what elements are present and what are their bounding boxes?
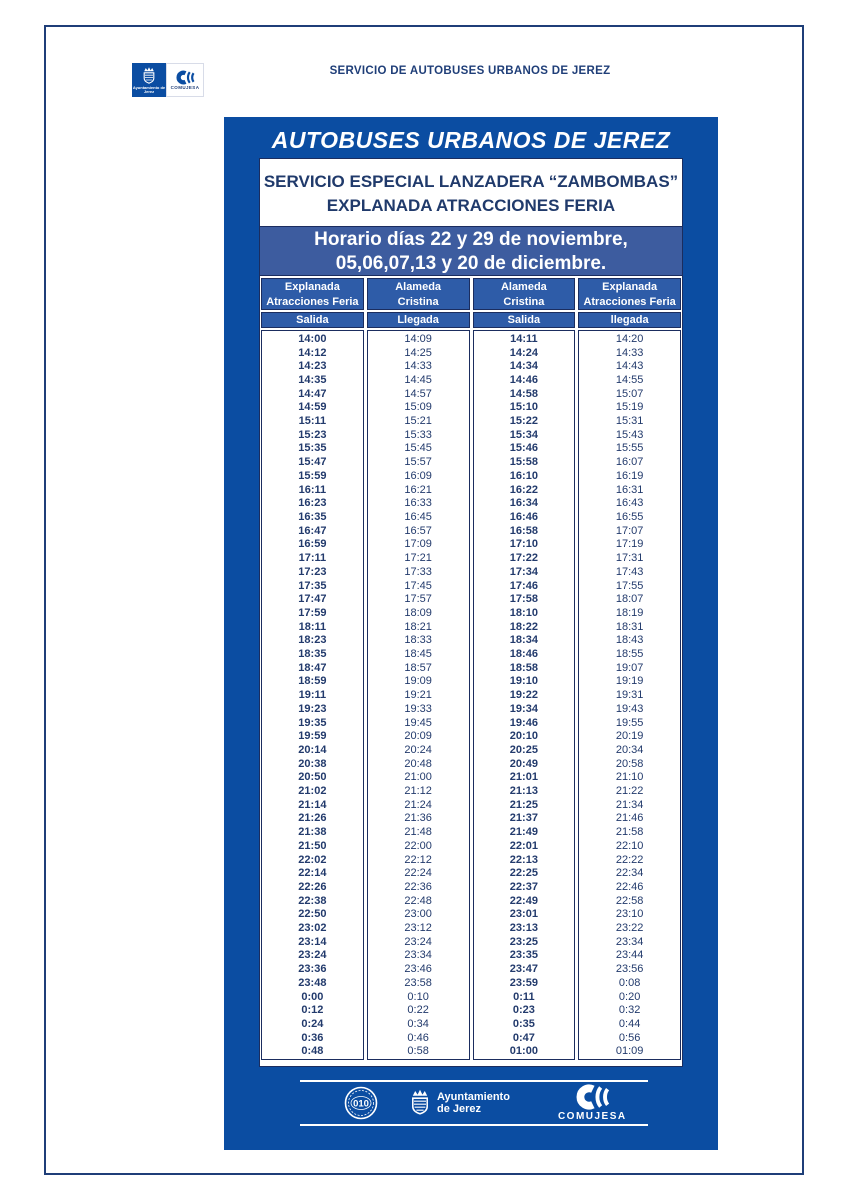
- time-cell: 22:46: [615, 880, 644, 893]
- time-cell: 19:09: [404, 675, 432, 688]
- time-cell: 23:13: [509, 922, 538, 935]
- time-cell: 0:08: [618, 976, 641, 989]
- time-cell: 17:22: [509, 552, 538, 565]
- time-cell: 23:58: [404, 976, 432, 989]
- document-frame: [44, 25, 804, 1175]
- time-cell: 0:24: [301, 1018, 324, 1030]
- time-cell: 21:14: [298, 798, 327, 811]
- schedule-dates-banner: [260, 226, 682, 276]
- time-cell: 19:59: [298, 730, 327, 743]
- time-cell: 18:35: [298, 648, 327, 661]
- footer-logo-strip: [300, 1080, 648, 1126]
- timetable: [260, 278, 682, 1060]
- time-cell: 19:11: [298, 689, 327, 702]
- time-cell: 0:46: [407, 1031, 429, 1044]
- time-cell: 23:36: [298, 963, 327, 976]
- time-cell: 0:00: [301, 990, 324, 1003]
- time-cell: 16:33: [404, 497, 432, 510]
- time-cell: 15:43: [615, 428, 644, 441]
- time-cell: 16:34: [509, 497, 538, 510]
- time-cell: 14:09: [404, 332, 432, 345]
- time-cell: 21:01: [509, 771, 538, 784]
- time-cell: 18:58: [509, 661, 538, 674]
- time-cell: 20:14: [298, 743, 327, 756]
- time-cell: 15:34: [509, 428, 538, 441]
- svg-text:010: 010: [353, 1098, 369, 1110]
- time-cell: 18:46: [509, 648, 538, 661]
- time-cell: 21:46: [615, 812, 644, 825]
- time-cell: 14:47: [298, 387, 327, 400]
- time-cell: 17:59: [298, 606, 327, 619]
- service-title-line1: SERVICIO ESPECIAL LANZADERA “ZAMBOMBAS”: [263, 172, 679, 191]
- time-cell: 19:19: [615, 675, 644, 688]
- time-cell: 14:00: [298, 332, 327, 345]
- time-cell: 21:36: [404, 812, 432, 825]
- time-cell: 15:11: [298, 415, 327, 428]
- column-header-alameda-salida: Alameda Cristina: [473, 278, 576, 310]
- time-cell: 22:50: [298, 908, 327, 921]
- time-cell: 0:35: [512, 1018, 535, 1030]
- ayuntamiento-footer-logo: [408, 1088, 510, 1118]
- time-cell: 14:23: [298, 360, 327, 373]
- time-cell: 15:21: [404, 415, 432, 428]
- time-cell: 14:57: [404, 387, 432, 400]
- time-cell: 21:00: [404, 771, 432, 784]
- time-cell: 19:10: [509, 675, 538, 688]
- time-cell: 18:07: [615, 593, 644, 606]
- time-cell: 14:46: [509, 373, 538, 386]
- time-cell: 17:58: [509, 593, 538, 606]
- time-cell: 16:10: [509, 469, 538, 482]
- time-cell: 23:24: [404, 935, 432, 948]
- time-cell: 21:37: [509, 812, 538, 825]
- service-title-line2: EXPLANADA ATRACCIONES FERIA: [326, 196, 616, 215]
- time-cell: 23:44: [615, 949, 644, 962]
- time-cell: 01:09: [615, 1045, 644, 1058]
- time-cell: 16:09: [404, 469, 432, 482]
- time-cell: 15:19: [615, 401, 644, 414]
- time-cell: 22:13: [509, 853, 538, 866]
- time-cell: 21:22: [615, 785, 644, 798]
- comujesa-footer-logo: [558, 1084, 627, 1122]
- time-cell: 16:58: [509, 524, 538, 537]
- time-cell: 17:31: [615, 552, 644, 565]
- time-cell: 22:49: [509, 894, 538, 907]
- time-cell: 19:21: [404, 689, 432, 702]
- time-cell: 20:10: [509, 730, 538, 743]
- time-cell: 18:19: [615, 606, 644, 619]
- time-cell: 15:55: [615, 442, 644, 455]
- dates-line1: Horario días 22 y 29 de noviembre,: [314, 229, 628, 250]
- time-cell: 14:20: [615, 332, 644, 345]
- time-cell: 23:12: [404, 922, 432, 935]
- time-cell: 15:57: [404, 456, 432, 469]
- time-cell: 14:25: [404, 346, 432, 359]
- time-cell: 19:46: [509, 716, 538, 729]
- time-cell: 21:49: [509, 826, 538, 839]
- time-cell: 15:58: [509, 456, 538, 469]
- ayuntamiento-footer-label: Ayuntamiento de Jerez: [437, 1091, 510, 1115]
- time-cell: 22:58: [615, 894, 644, 907]
- timetable-column: [473, 330, 576, 1060]
- time-cell: 22:34: [615, 867, 644, 880]
- time-cell: 15:45: [404, 442, 432, 455]
- time-cell: 0:44: [618, 1018, 641, 1030]
- time-cell: 23:59: [509, 976, 538, 989]
- time-cell: 23:00: [404, 908, 432, 921]
- time-cell: 16:19: [615, 469, 644, 482]
- time-cell: 23:10: [615, 908, 644, 921]
- time-cell: 0:48: [301, 1045, 324, 1058]
- time-cell: 23:01: [509, 908, 538, 921]
- time-cell: 17:45: [404, 579, 432, 592]
- time-cell: 16:23: [298, 497, 327, 510]
- schedule-card: [259, 158, 683, 1067]
- subheader-llegada-2: llegada: [578, 312, 681, 328]
- time-cell: 0:32: [618, 1004, 641, 1017]
- city-crest-icon: [408, 1088, 432, 1118]
- time-cell: 19:22: [509, 689, 538, 702]
- comujesa-footer-label: COMUJESA: [557, 1111, 627, 1122]
- time-cell: 16:11: [298, 483, 327, 496]
- time-cell: 0:11: [513, 990, 535, 1003]
- time-cell: 14:33: [404, 360, 432, 373]
- time-cell: 21:24: [404, 798, 432, 811]
- time-cell: 0:22: [407, 1004, 429, 1017]
- time-cell: 17:07: [615, 524, 644, 537]
- time-cell: 17:46: [509, 579, 538, 592]
- time-cell: 17:33: [404, 565, 432, 578]
- time-cell: 23:47: [509, 963, 538, 976]
- time-cell: 22:26: [298, 880, 327, 893]
- time-cell: 20:49: [509, 757, 538, 770]
- time-cell: 18:09: [404, 606, 432, 619]
- time-cell: 0:12: [301, 1004, 324, 1017]
- time-cell: 15:47: [298, 456, 327, 469]
- time-cell: 15:09: [404, 401, 432, 414]
- time-cell: 15:10: [509, 401, 538, 414]
- time-cell: 19:07: [615, 661, 644, 674]
- time-cell: 0:10: [407, 990, 429, 1003]
- time-cell: 14:45: [404, 373, 432, 386]
- time-cell: 17:35: [298, 579, 327, 592]
- time-cell: 19:31: [615, 689, 644, 702]
- time-cell: 0:23: [512, 1004, 535, 1017]
- time-cell: 17:10: [509, 538, 538, 551]
- time-cell: 16:43: [615, 497, 644, 510]
- time-cell: 23:35: [509, 949, 538, 962]
- time-cell: 23:22: [615, 922, 644, 935]
- time-cell: 16:57: [404, 524, 432, 537]
- time-cell: 14:35: [298, 373, 327, 386]
- time-cell: 18:34: [509, 634, 538, 647]
- time-cell: 14:43: [615, 360, 644, 373]
- time-cell: 20:38: [298, 757, 327, 770]
- time-cell: 20:34: [615, 743, 644, 756]
- time-cell: 14:34: [509, 360, 538, 373]
- time-cell: 16:45: [404, 510, 432, 523]
- time-cell: 22:14: [298, 867, 327, 880]
- comujesa-mini-label: COMUJESA: [170, 85, 200, 90]
- time-cell: 23:14: [298, 935, 327, 948]
- time-cell: 21:34: [615, 798, 644, 811]
- time-cell: 20:09: [404, 730, 432, 743]
- time-cell: 19:33: [404, 702, 432, 715]
- time-cell: 18:45: [404, 648, 432, 661]
- time-cell: 16:47: [298, 524, 327, 537]
- time-cell: 22:12: [404, 853, 432, 866]
- time-cell: 19:35: [298, 716, 327, 729]
- time-cell: 19:23: [298, 702, 327, 715]
- time-cell: 21:12: [404, 785, 432, 798]
- time-cell: 17:55: [615, 579, 644, 592]
- time-cell: 15:23: [298, 428, 327, 441]
- time-cell: 19:55: [615, 716, 644, 729]
- time-cell: 18:31: [615, 620, 644, 633]
- time-cell: 17:34: [509, 565, 538, 578]
- time-cell: 22:36: [404, 880, 432, 893]
- time-cell: 20:48: [404, 757, 432, 770]
- time-cell: 19:43: [615, 702, 644, 715]
- time-cell: 20:50: [298, 771, 327, 784]
- time-cell: 18:59: [298, 675, 327, 688]
- time-cell: 23:34: [615, 935, 644, 948]
- time-cell: 22:10: [615, 839, 644, 852]
- timetable-column: [261, 330, 364, 1060]
- timetable-column: [367, 330, 470, 1060]
- time-cell: 22:48: [404, 894, 432, 907]
- time-cell: 15:59: [298, 469, 327, 482]
- time-cell: 19:45: [404, 716, 432, 729]
- time-cell: 20:19: [615, 730, 644, 743]
- time-cell: 17:47: [298, 593, 327, 606]
- ayuntamiento-mini-label: Ayuntamiento de Jerez: [132, 85, 166, 94]
- time-cell: 14:58: [509, 387, 538, 400]
- time-cell: 14:33: [615, 346, 644, 359]
- time-cell: 20:58: [615, 757, 644, 770]
- time-cell: 15:07: [615, 387, 644, 400]
- time-cell: 18:47: [298, 661, 327, 674]
- time-cell: 20:24: [404, 743, 432, 756]
- 010-phone-badge-icon: [344, 1086, 378, 1120]
- service-title: [260, 159, 682, 218]
- time-cell: 21:13: [509, 785, 538, 798]
- time-cell: 23:02: [298, 922, 327, 935]
- subheader-llegada-1: Llegada: [367, 312, 470, 328]
- comujesa-chevrons-icon: [569, 1084, 615, 1110]
- time-cell: 15:46: [509, 442, 538, 455]
- time-cell: 17:43: [615, 565, 644, 578]
- timetable-column: [578, 330, 681, 1060]
- time-cell: 23:56: [615, 963, 644, 976]
- time-cell: 16:35: [298, 510, 327, 523]
- time-cell: 01:00: [509, 1045, 538, 1058]
- time-cell: 0:58: [407, 1045, 429, 1058]
- time-cell: 16:31: [615, 483, 644, 496]
- time-cell: 0:36: [301, 1031, 324, 1044]
- time-cell: 23:48: [298, 976, 327, 989]
- dates-line2: 05,06,07,13 y 20 de diciembre.: [335, 253, 607, 274]
- time-cell: 14:12: [298, 346, 327, 359]
- time-cell: 17:09: [404, 538, 432, 551]
- time-cell: 18:21: [404, 620, 432, 633]
- time-cell: 16:55: [615, 510, 644, 523]
- poster: [224, 117, 718, 1150]
- time-cell: 22:01: [509, 839, 538, 852]
- time-cell: 15:31: [615, 415, 644, 428]
- time-cell: 21:02: [298, 785, 327, 798]
- time-cell: 17:11: [298, 552, 327, 565]
- time-cell: 17:21: [404, 552, 432, 565]
- page-title: SERVICIO DE AUTOBUSES URBANOS DE JEREZ: [329, 65, 611, 77]
- time-cell: 18:55: [615, 648, 644, 661]
- time-cell: 23:24: [298, 949, 327, 962]
- time-cell: 14:59: [298, 401, 327, 414]
- time-cell: 0:47: [512, 1031, 535, 1044]
- subheader-salida-1: Salida: [261, 312, 364, 328]
- time-cell: 21:38: [298, 826, 327, 839]
- time-cell: 18:10: [509, 606, 538, 619]
- time-cell: 21:26: [298, 812, 327, 825]
- time-cell: 22:22: [615, 853, 644, 866]
- time-cell: 21:10: [615, 771, 644, 784]
- time-cell: 14:24: [509, 346, 538, 359]
- time-cell: 0:34: [407, 1018, 429, 1030]
- time-cell: 22:02: [298, 853, 327, 866]
- time-cell: 21:58: [615, 826, 644, 839]
- time-cell: 17:19: [615, 538, 644, 551]
- time-cell: 23:46: [404, 963, 432, 976]
- time-cell: 15:35: [298, 442, 327, 455]
- time-cell: 15:33: [404, 428, 432, 441]
- time-cell: 21:48: [404, 826, 432, 839]
- poster-title: AUTOBUSES URBANOS DE JEREZ: [271, 127, 671, 153]
- time-cell: 16:22: [509, 483, 538, 496]
- column-header-explanada-salida: Explanada Atracciones Feria: [261, 278, 364, 310]
- time-cell: 16:59: [298, 538, 327, 551]
- time-cell: 21:50: [298, 839, 327, 852]
- time-cell: 0:56: [618, 1031, 641, 1044]
- time-cell: 17:23: [298, 565, 327, 578]
- time-cell: 19:34: [509, 702, 538, 715]
- time-cell: 18:11: [298, 620, 327, 633]
- time-cell: 18:57: [404, 661, 432, 674]
- time-cell: 23:25: [509, 935, 538, 948]
- time-cell: 16:07: [615, 456, 644, 469]
- column-header-alameda-llegada: Alameda Cristina: [367, 278, 470, 310]
- time-cell: 18:43: [615, 634, 644, 647]
- time-cell: 14:11: [510, 332, 538, 345]
- time-cell: 22:37: [509, 880, 538, 893]
- column-header-explanada-llegada: Explanada Atracciones Feria: [578, 278, 681, 310]
- time-cell: 14:55: [615, 373, 644, 386]
- time-cell: 15:22: [509, 415, 538, 428]
- time-cell: 21:25: [509, 798, 538, 811]
- time-cell: 16:21: [404, 483, 432, 496]
- time-cell: 17:57: [404, 593, 432, 606]
- time-cell: 20:25: [509, 743, 538, 756]
- time-cell: 16:46: [509, 510, 538, 523]
- time-cell: 23:34: [404, 949, 432, 962]
- time-cell: 22:38: [298, 894, 327, 907]
- time-cell: 18:23: [298, 634, 327, 647]
- subheader-salida-2: Salida: [473, 312, 576, 328]
- time-cell: 22:00: [404, 839, 432, 852]
- time-cell: 22:24: [404, 867, 432, 880]
- time-cell: 22:25: [509, 867, 538, 880]
- time-cell: 18:33: [404, 634, 432, 647]
- time-cell: 0:20: [618, 990, 641, 1003]
- time-cell: 18:22: [509, 620, 538, 633]
